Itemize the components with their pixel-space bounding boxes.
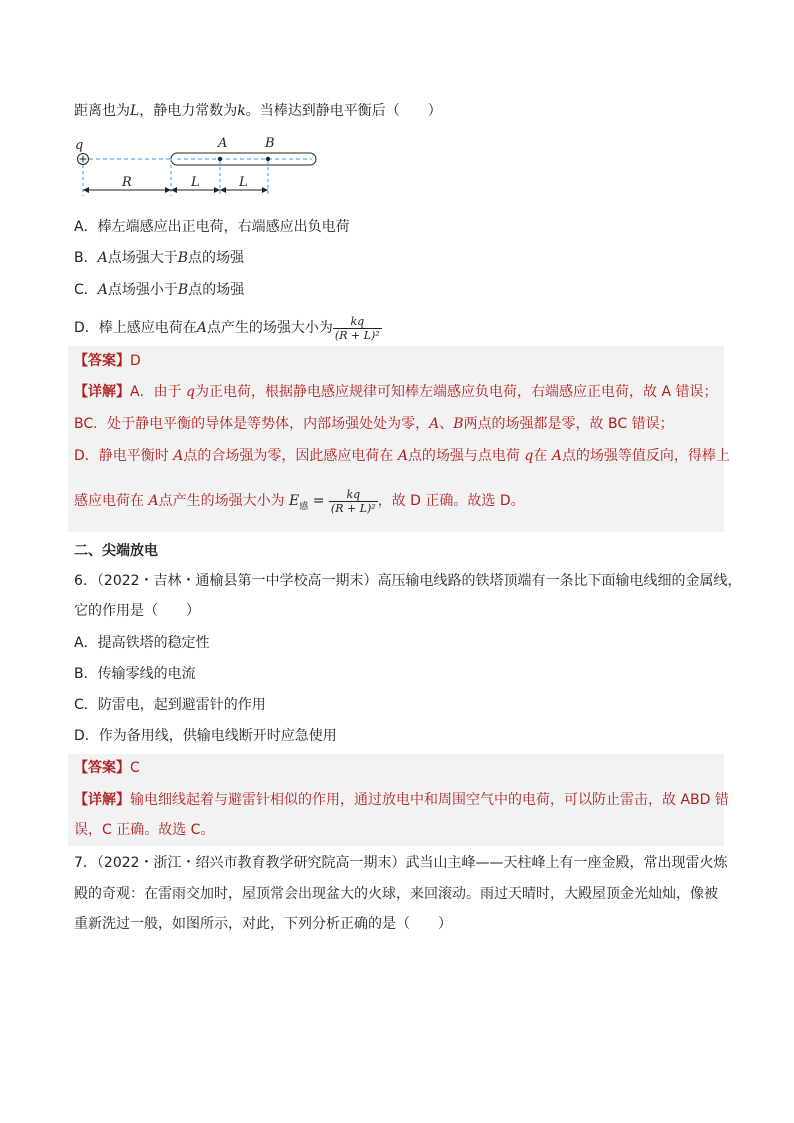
q6-stem-line-1: 6．（2022・吉林・通榆县第一中学校高一期末）高压输电线路的铁塔顶端有一条比下面输电线细的金属线， [74, 573, 742, 589]
detail-text: 两点的场强都是零，故 BC 错误； [463, 416, 674, 432]
q5-detail-line-1 [74, 382, 717, 402]
q6-option-c: C．防雷电，起到避雷针的作用 [74, 697, 266, 713]
q7-stem-line-1: 7．（2022・浙江・绍兴市教育教学研究院高一期末）武当山主峰——天柱峰上有一座金殿，常出现雷火炼 [74, 855, 728, 871]
section-heading: 二、尖端放电 [74, 543, 158, 559]
detail-text: 、 [439, 416, 454, 432]
var-b: B [177, 282, 189, 298]
q5-option-d [74, 313, 382, 343]
var-l: L [130, 103, 140, 119]
charge-label-q: q [75, 138, 84, 153]
detail-text: 点的场强与点电荷 [407, 448, 525, 464]
q6-detail-line-1 [74, 790, 729, 810]
option-text: D．棒上感应电荷在 [74, 320, 197, 336]
equals-sign: = [308, 493, 329, 509]
point-a-label: A [218, 136, 228, 151]
q5-option-b [74, 248, 244, 268]
q6-option-a: A．提高铁塔的稳定性 [74, 635, 210, 651]
answer-tag: 【答案】 [74, 353, 130, 369]
q6-stem-line-2: 它的作用是（ ） [74, 603, 200, 619]
var-a: A [148, 493, 159, 509]
var-a: A [551, 448, 562, 464]
detail-text: A．由于 [130, 384, 187, 400]
var-e: E [289, 493, 300, 509]
dim-arrow-l2-left [220, 187, 226, 193]
dim-arrow-l1-left [171, 187, 177, 193]
point-b-dot [266, 157, 270, 161]
dim-label-r: R [122, 175, 132, 190]
q6-option-d: D．作为备用线，供输电线断开时应急使用 [74, 728, 337, 744]
fraction-numerator: kq [329, 488, 378, 502]
option-text: B． [74, 250, 98, 266]
option-text: 点的场强 [188, 282, 245, 298]
dim-arrow-r-right [165, 187, 171, 193]
q6-answer [74, 758, 140, 778]
q5-answer [74, 351, 141, 371]
var-a: A [429, 416, 440, 432]
q5-stem-text: 距离也为 [74, 103, 130, 119]
dim-label-l2: L [239, 175, 248, 190]
answer-value: D [130, 353, 141, 369]
detail-text: 在 [533, 448, 552, 464]
q6-option-b: B．传输零线的电流 [74, 666, 196, 682]
detail-text: ，故 D 正确。故选 D。 [377, 493, 525, 509]
var-a: A [173, 448, 184, 464]
q5-detail-line-3 [74, 446, 730, 466]
var-q: q [186, 384, 195, 400]
q5-detail-line-2 [74, 414, 674, 434]
q5-option-a: A．棒左端感应出正电荷，右端感应出负电荷 [74, 219, 350, 235]
detail-text: 感应电荷在 [74, 493, 149, 509]
dim-arrow-l2-right [262, 187, 268, 193]
charge-rod-figure [72, 134, 332, 202]
detail-text: 输电细线起着与避雷针相似的作用，通过放电中和周围空气中的电荷，可以防止雷击，故 ABD 错 [130, 792, 729, 808]
detail-text: 为正电荷，根据静电感应规律可知棒左端感应负电荷，右端感应正电荷，故 A 错误； [195, 384, 718, 400]
option-text: C． [74, 282, 98, 298]
dim-arrow-l1-right [214, 187, 220, 193]
fraction-kq-over-rl2 [333, 315, 382, 342]
detail-tag: 【详解】 [74, 384, 130, 400]
var-a: A [397, 448, 408, 464]
fraction-kq-over-rl2 [329, 488, 378, 515]
var-b: B [177, 250, 189, 266]
detail-text: 点的场强等值反向，得棒上 [561, 448, 730, 464]
option-text: 点场强大于 [107, 250, 178, 266]
answer-value: C [130, 760, 140, 776]
q5-option-c [74, 280, 244, 300]
fraction-numerator: kq [333, 315, 382, 329]
q7-stem-line-3: 重新洗过一般，如图所示，对此，下列分析正确的是（ ） [74, 916, 452, 932]
detail-text: BC．处于静电平衡的导体是等势体，内部场强处处为零， [74, 416, 430, 432]
var-k: k [237, 103, 246, 119]
detail-text: D．静电平衡时 [74, 448, 174, 464]
var-a: A [97, 282, 108, 298]
var-a: A [97, 250, 108, 266]
answer-tag: 【答案】 [74, 760, 130, 776]
q5-stem-text: ，静电力常数为 [139, 103, 238, 119]
point-b-label: B [265, 136, 275, 151]
detail-text: 点的合场强为零，因此感应电荷在 [183, 448, 398, 464]
detail-text: 点产生的场强大小为 [158, 493, 290, 509]
var-q: q [524, 448, 534, 464]
q5-detail-line-4 [74, 486, 525, 522]
q7-stem-line-2: 殿的奇观：在雷雨交加时，屋顶常会出现盆大的火球，来回滚动。雨过天晴时，大殿屋顶金光灿灿，像被 [74, 886, 718, 902]
var-b: B [453, 416, 464, 432]
fraction-denominator: (R + L)² [330, 501, 376, 515]
option-text: 点产生的场强大小为 [206, 320, 333, 336]
q5-stem [74, 101, 442, 121]
q6-detail-line-2: 误，C 正确。故选 C。 [74, 822, 215, 838]
var-e-subscript: 感 [299, 501, 309, 512]
point-a-dot [218, 157, 222, 161]
q5-stem-text: 。当棒达到静电平衡后（ ） [245, 103, 442, 119]
fraction-denominator: (R + L)² [334, 328, 380, 342]
dim-arrow-r-left [83, 187, 89, 193]
var-a: A [196, 320, 207, 336]
dim-label-l1: L [191, 175, 200, 190]
option-text: 点场强小于 [107, 282, 178, 298]
option-text: 点的场强 [188, 250, 245, 266]
detail-tag: 【详解】 [74, 792, 130, 808]
